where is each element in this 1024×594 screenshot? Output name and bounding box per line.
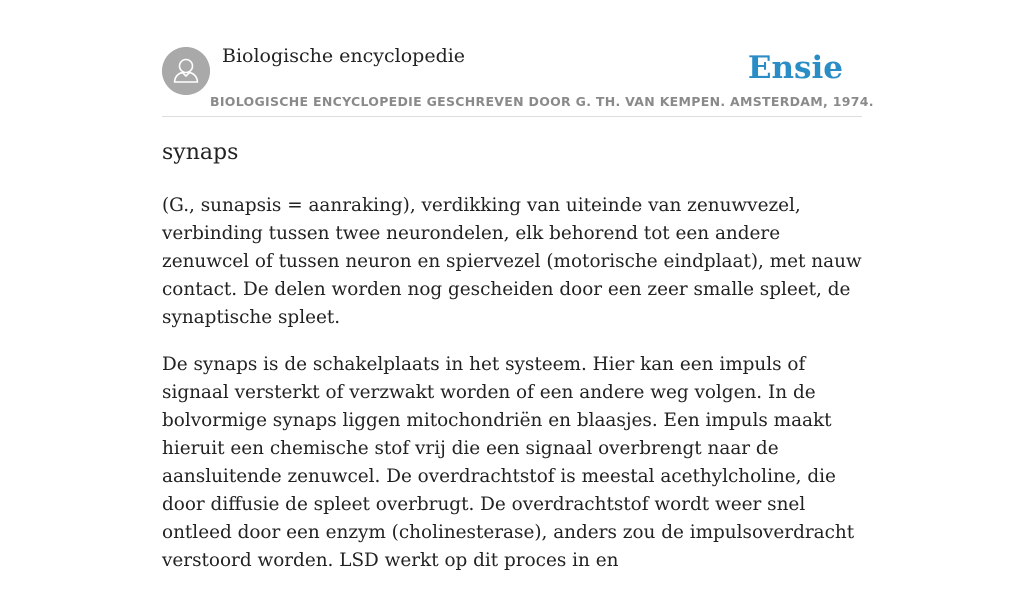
entry-body [162, 192, 862, 594]
entry-title: synaps [162, 140, 239, 165]
entry-paragraph-2: De synaps is de schakelplaats in het systeem. Hier kan een impuls of signaal versterkt of verzwakt worden of een andere weg volgen. In de bolvormige synaps liggen mitochondriën en blaasjes. Een impuls maakt hieruit een chemische stof vrij die een signaal overbrengt naar de aansluitende zenuwcel. De overdrachtstof is meestal acethylcholine, die door diffusie de spleet overbrugt. De overdrachtstof wordt weer snel ontleed door een enzym (cholinesterase), anders zou de impulsoverdracht verstoord worden. LSD werkt op dit proces in en [162, 354, 855, 571]
source-title[interactable]: Biologische encyclopedie [222, 45, 466, 67]
ensie-logo[interactable]: Ensie [747, 50, 843, 86]
entry-paragraph-1: (G., sunapsis = aanraking), verdikking van uiteinde van zenuwvezel, verbinding tussen twee neurondelen, elk behorend tot een andere zenuwcel of tussen neuron en spiervezel (motorische eindplaat), met nauw contact. De delen worden nog gescheiden door een zeer smalle spleet, de synaptische spleet. [162, 195, 862, 328]
article-container [162, 0, 874, 571]
source-subtitle: BIOLOGISCHE ENCYCLOPEDIE GESCHREVEN DOOR G. TH. VAN KEMPEN. AMSTERDAM, 1974. [210, 94, 874, 109]
source-header [162, 0, 874, 117]
user-avatar-icon[interactable] [162, 47, 210, 95]
